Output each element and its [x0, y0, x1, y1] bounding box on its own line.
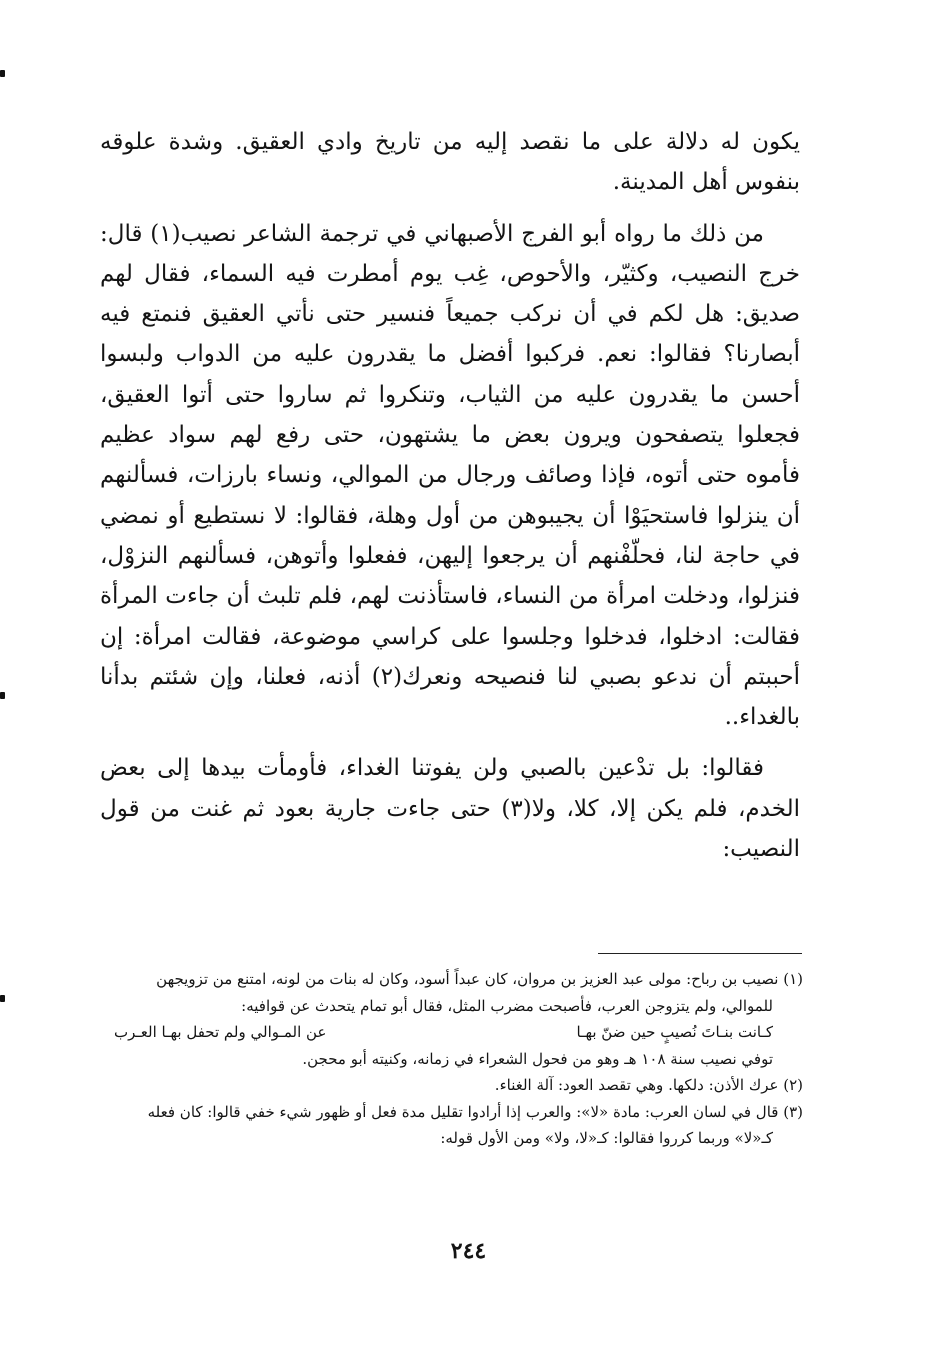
margin-mark-lower [0, 995, 5, 1002]
verse-second-hemistich: عن المـوالي ولم تحفل بهـا العـرب [114, 1023, 327, 1041]
footnote-1-verse [110, 1019, 803, 1046]
margin-mark-middle [0, 692, 5, 699]
body-paragraph-3: فقالوا: بل تدْعين بالصبي ولن يفوتنا الغداء، فأومأت بيدها إلى بعض الخدم، فلم يكن إلا، كلا، ولا(٣) حتى جاءت جارية بعود ثم غنت من قول النصيب: [100, 755, 800, 863]
margin-mark-top [0, 70, 5, 77]
footnote-separator [598, 953, 802, 954]
footnotes [110, 966, 803, 1152]
main-text [100, 122, 800, 869]
page-number: ٢٤٤ [450, 1238, 487, 1264]
footnote-2: (٢) عرك الأذن: دلكها. وهي تقصد العود: آلة الغناء. [494, 1076, 803, 1094]
footnote-1: (١) نصيب بن رباح: مولى عبد العزيز بن مروان، كان عبداً أسود، وكان له بنات من لونه، امتنع من تزويجهن للموالي، ولم يتزوجن العرب، فأصبحت مضرب المثل، فقال أبو تمام يتحدث عن قوافيه: [156, 970, 803, 1015]
body-paragraph-2: من ذلك ما رواه أبو الفرج الأصبهاني في ترجمة الشاعر نصيب(١) قال: خرج النصيب، وكثيّر، والأحوص، غِب يوم أمطرت فيه السماء، فقال لهم صديق: هل لكم في أن نركب جميعاً فنسير حتى نأتي العقيق فنمتع فيه أبصارنا؟ فقالوا: نعم. فركبوا أفضل ما يقدرون عليه من الدواب ولبسوا أحسن ما يقدرون عليه من الثياب، وتنكروا ثم ساروا حتى أتوا العقيق، فجعلوا يتصفحون ويرون بعض ما يشتهون، حتى رفع لهم سواد عظيم فأموه حتى أتوه، فإذا وصائف ورجال من الموالي، ونساء بارزات، فسألنهم أن ينزلوا فاستحيَوْا أن يجيبوهن من أول وهلة، فقالوا: لا نستطيع أو نمضي في حاجة لنا، فحلّفْنهم أن يرجعوا إليهن، ففعلوا وأتوهن، فسألنهم النزوْل، فنزلوا، ودخلت امرأة من النساء، فاستأذنت لهم، فلم تلبث أن جاءت المرأة فقالت: ادخلوا، فدخلوا وجلسوا على كراسي موضوعة، فقالت امرأة: إن أحببتم أن ندعو بصبي لنا فنصيحه ونعرك(٢) أذنه، فعلنا، وإن شئتم بدأنا بالغداء.. [100, 220, 800, 731]
verse-first-hemistich: كـانت بنـاتَ نُصيبٍ حين ضنّ بهـا [576, 1023, 773, 1041]
body-paragraph-1: يكون له دلالة على ما نقصد إليه من تاريخ وادي العقيق. وشدة علوقه بنفوس أهل المدينة. [100, 129, 800, 196]
footnote-3: (٣) قال في لسان العرب: مادة «لا»: والعرب إذا أرادوا تقليل مدة فعل أو ظهور شيء خفي قالوا: كان فعله كـ«لا» وربما كرروا فقالوا: كـ«لا، ولا» ومن الأول قوله: [147, 1102, 803, 1147]
footnote-1-continuation: توفي نصيب سنة ١٠٨ هـ وهو من فحول الشعراء في زمانه، وكنيته أبو محجن. [302, 1049, 773, 1068]
